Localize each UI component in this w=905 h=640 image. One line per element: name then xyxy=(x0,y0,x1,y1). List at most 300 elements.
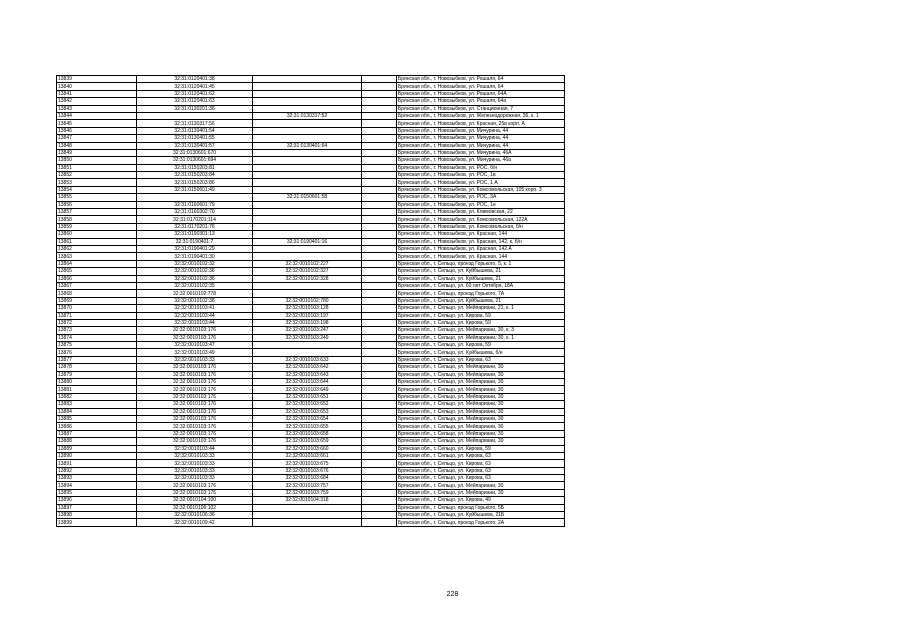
empty-cell xyxy=(362,253,397,260)
address: Брянская обл., г. Сельцо, ул. Мейпариани, 30 xyxy=(397,489,565,496)
table-row xyxy=(57,179,565,186)
empty-cell xyxy=(362,393,397,400)
empty-cell xyxy=(362,356,397,363)
row-number: 13865 xyxy=(57,268,137,275)
previous-cadastral-number: 32:32:0010103:651 xyxy=(253,393,362,400)
address: Брянская обл., г. Сельцо, ул. Мейпариани, 30 xyxy=(397,364,565,371)
cadastral-number: 32:32:0010103:176 xyxy=(137,423,253,430)
previous-cadastral-number xyxy=(253,90,362,97)
empty-cell xyxy=(362,497,397,504)
row-number: 13855 xyxy=(57,194,137,201)
table-row xyxy=(57,512,565,519)
previous-cadastral-number: 32:32:0010103:676 xyxy=(253,467,362,474)
previous-cadastral-number: 32:31:0130317:52 xyxy=(253,112,362,119)
empty-cell xyxy=(362,319,397,326)
table-row xyxy=(57,90,565,97)
table-row xyxy=(57,135,565,142)
cadastral-number: 32:31:0120401:38 xyxy=(137,76,253,83)
address: Брянская обл., г. Сельцо, ул. Мейпариани, 30 xyxy=(397,386,565,393)
row-number: 13857 xyxy=(57,209,137,216)
row-number: 13848 xyxy=(57,142,137,149)
row-number: 13875 xyxy=(57,342,137,349)
row-number: 13887 xyxy=(57,430,137,437)
empty-cell xyxy=(362,105,397,112)
previous-cadastral-number xyxy=(253,223,362,230)
address: Брянская обл., г. Новозыбков, ул. Мичурина, 44 xyxy=(397,127,565,134)
cadastral-number: 32:31:0130401:54 xyxy=(137,127,253,134)
table-row xyxy=(57,312,565,319)
cadastral-number: 32:32:0010109:42 xyxy=(137,519,253,526)
address: Брянская обл., г. Сельцо, ул. Мейпариани, 30 xyxy=(397,415,565,422)
row-number: 13876 xyxy=(57,349,137,356)
previous-cadastral-number: 32:32:0010103:655 xyxy=(253,423,362,430)
previous-cadastral-number: 32:32:0010103:198 xyxy=(253,319,362,326)
table-row xyxy=(57,268,565,275)
row-number: 13861 xyxy=(57,238,137,245)
row-number: 13882 xyxy=(57,393,137,400)
previous-cadastral-number xyxy=(253,216,362,223)
table-row xyxy=(57,364,565,371)
row-number: 13867 xyxy=(57,282,137,289)
cadastral-number: 32:32:0010103:44 xyxy=(137,319,253,326)
cadastral-number: 32:31:0150203:81 xyxy=(137,164,253,171)
cadastral-number: 32:32:0010103:176 xyxy=(137,401,253,408)
address: Брянская обл., г. Сельцо, ул. Мейпариани, 30 xyxy=(397,401,565,408)
cadastral-number: 32:31:0130401:55 xyxy=(137,135,253,142)
table-row xyxy=(57,356,565,363)
address: Брянская обл., г. Новозыбков, ул. Рошаля, 64А xyxy=(397,90,565,97)
row-number: 13869 xyxy=(57,297,137,304)
previous-cadastral-number: 32:32:0010103:654 xyxy=(253,415,362,422)
address: Брянская обл., г. Новозыбков, ул. Мичурина, 44 xyxy=(397,142,565,149)
address: Брянская обл., г. Сельцо, ул. Мейпариани, 30 xyxy=(397,371,565,378)
previous-cadastral-number: 32:32:0010103:684 xyxy=(253,475,362,482)
empty-cell xyxy=(362,386,397,393)
address: Брянская обл., г. Новозыбков, ул. Комсомольская, 122А xyxy=(397,216,565,223)
previous-cadastral-number xyxy=(253,349,362,356)
row-number: 13864 xyxy=(57,260,137,267)
address: Брянская обл., г. Сельцо, ул. 60 лет Октября, 18А xyxy=(397,282,565,289)
address: Брянская обл., г. Новозыбков, ул. Комсомольская, 105 корп. 3 xyxy=(397,186,565,193)
previous-cadastral-number: 32:32:0010103:653 xyxy=(253,408,362,415)
cadastral-number: 32:32:0010103:49 xyxy=(137,349,253,356)
previous-cadastral-number: 32:32:0010102:780 xyxy=(253,297,362,304)
row-number: 13874 xyxy=(57,334,137,341)
cadastral-number: 32:31:0120401:45 xyxy=(137,83,253,90)
previous-cadastral-number: 32:32:0010103:633 xyxy=(253,356,362,363)
row-number: 13868 xyxy=(57,290,137,297)
address: Брянская обл., г. Сельцо, ул. Мейпариани, 30 xyxy=(397,408,565,415)
table-row xyxy=(57,186,565,193)
cadastral-number: 32:31:0190401:29 xyxy=(137,245,253,252)
address: Брянская обл., г. Новозыбков, ул. Рошаля, 64а xyxy=(397,98,565,105)
row-number: 13846 xyxy=(57,127,137,134)
cadastral-number: 32:32:0010103:33 xyxy=(137,452,253,459)
empty-cell xyxy=(362,290,397,297)
row-number: 13873 xyxy=(57,327,137,334)
empty-cell xyxy=(362,475,397,482)
address: Брянская обл., г. Сельцо, ул. Мейпариани, 30, к. 1 xyxy=(397,334,565,341)
empty-cell xyxy=(362,415,397,422)
address: Брянская обл., г. Сельцо, ул. Кирова, 63 xyxy=(397,467,565,474)
previous-cadastral-number: 32:31:0150601:58 xyxy=(253,194,362,201)
empty-cell xyxy=(362,519,397,526)
address: Брянская обл., г. Сельцо, ул. Мейпариани, 30 xyxy=(397,430,565,437)
empty-cell xyxy=(362,260,397,267)
page-number: 228 xyxy=(446,591,459,598)
cadastral-number: 32:31:0190401:7 xyxy=(137,238,253,245)
previous-cadastral-number: 32:32:0010103:660 xyxy=(253,445,362,452)
table-row xyxy=(57,76,565,83)
address: Брянская обл., г. Новозыбков, ул. Рошаля, 64 xyxy=(397,76,565,83)
table-row xyxy=(57,460,565,467)
row-number: 13885 xyxy=(57,415,137,422)
row-number: 13851 xyxy=(57,164,137,171)
cadastral-number: 32:32:0010103:176 xyxy=(137,430,253,437)
empty-cell xyxy=(362,238,397,245)
empty-cell xyxy=(362,305,397,312)
cadastral-number: 32:32:0010103:176 xyxy=(137,408,253,415)
address: Брянская обл., г. Сельцо, ул. Мейпариани, 30 xyxy=(397,482,565,489)
previous-cadastral-number xyxy=(253,512,362,519)
row-number: 13889 xyxy=(57,445,137,452)
previous-cadastral-number xyxy=(253,98,362,105)
cadastral-number: 32:31:0150601:49 xyxy=(137,186,253,193)
row-number: 13883 xyxy=(57,401,137,408)
row-number: 13858 xyxy=(57,216,137,223)
previous-cadastral-number xyxy=(253,231,362,238)
previous-cadastral-number: 32:31:0130401:64 xyxy=(253,142,362,149)
empty-cell xyxy=(362,127,397,134)
cadastral-number: 32:31:0160302:70 xyxy=(137,209,253,216)
address: Брянская обл., г. Сельцо, ул. Мейпариани, 30 xyxy=(397,438,565,445)
empty-cell xyxy=(362,445,397,452)
address: Брянская обл., г. Новозыбков, ул. РОС, 1 А xyxy=(397,179,565,186)
previous-cadastral-number: 32:32:0010102:328 xyxy=(253,275,362,282)
address: Брянская обл., г. Сельцо, ул. Кирова, 63 xyxy=(397,356,565,363)
table-row xyxy=(57,482,565,489)
row-number: 13878 xyxy=(57,364,137,371)
address: Брянская обл., г. Сельцо, ул. Мейпариани, 30 xyxy=(397,393,565,400)
table-row xyxy=(57,105,565,112)
row-number: 13839 xyxy=(57,76,137,83)
table-row xyxy=(57,238,565,245)
cadastral-number: 32:31:0120401:63 xyxy=(137,98,253,105)
previous-cadastral-number xyxy=(253,105,362,112)
row-number: 13893 xyxy=(57,475,137,482)
empty-cell xyxy=(362,275,397,282)
table-row xyxy=(57,209,565,216)
row-number: 13884 xyxy=(57,408,137,415)
row-number: 13856 xyxy=(57,201,137,208)
previous-cadastral-number xyxy=(253,83,362,90)
previous-cadastral-number xyxy=(253,186,362,193)
previous-cadastral-number: 32:32:0010103:644 xyxy=(253,379,362,386)
cadastral-number: 32:32:0010103:41 xyxy=(137,305,253,312)
cadastral-number: 32:32:0010103:176 xyxy=(137,386,253,393)
empty-cell xyxy=(362,135,397,142)
table-row xyxy=(57,475,565,482)
row-number: 13852 xyxy=(57,172,137,179)
row-number: 13843 xyxy=(57,105,137,112)
address: Брянская обл., г. Сельцо, ул. Кирова, 59 xyxy=(397,342,565,349)
address: Брянская обл., г. Новозыбков, ул. Красная, 25в корп. А xyxy=(397,120,565,127)
cadastral-number: 32:32:0010104:100 xyxy=(137,497,253,504)
previous-cadastral-number: 32:32:0010103:642 xyxy=(253,364,362,371)
table-row xyxy=(57,216,565,223)
row-number: 13842 xyxy=(57,98,137,105)
cadastral-number: 32:32:0010102:36 xyxy=(137,268,253,275)
empty-cell xyxy=(362,172,397,179)
address: Брянская обл., г. Новозыбков, ул. РОС, б/н xyxy=(397,164,565,171)
table-row xyxy=(57,319,565,326)
cadastral-number: 32:31:0170201:76 xyxy=(137,223,253,230)
row-number: 13888 xyxy=(57,438,137,445)
table-row xyxy=(57,157,565,164)
table-row xyxy=(57,519,565,526)
table-row xyxy=(57,401,565,408)
previous-cadastral-number xyxy=(253,245,362,252)
previous-cadastral-number xyxy=(253,342,362,349)
address: Брянская обл., г. Новозыбков, ул. Комсомольская, б/н xyxy=(397,223,565,230)
cadastral-number: 32:32:0010103:176 xyxy=(137,438,253,445)
previous-cadastral-number xyxy=(253,290,362,297)
empty-cell xyxy=(362,327,397,334)
cadastral-number: 32:32:0010102:32 xyxy=(137,260,253,267)
empty-cell xyxy=(362,83,397,90)
previous-cadastral-number: 32:32:0010103:661 xyxy=(253,452,362,459)
empty-cell xyxy=(362,223,397,230)
address: Брянская обл., г. Сельцо, проезд Горького, 5Б xyxy=(397,504,565,511)
empty-cell xyxy=(362,401,397,408)
previous-cadastral-number: 32:32:0010103:649 xyxy=(253,386,362,393)
row-number: 13896 xyxy=(57,497,137,504)
table-row xyxy=(57,127,565,134)
cadastral-number: 32:32:0010103:176 xyxy=(137,489,253,496)
previous-cadastral-number: 32:32:0010102:227 xyxy=(253,260,362,267)
empty-cell xyxy=(362,282,397,289)
table-row xyxy=(57,423,565,430)
cadastral-number: 32:32:0010103:176 xyxy=(137,393,253,400)
empty-cell xyxy=(362,120,397,127)
empty-cell xyxy=(362,408,397,415)
empty-cell xyxy=(362,349,397,356)
registry-table-body xyxy=(57,76,565,527)
cadastral-number: 32:32:0010103:44 xyxy=(137,445,253,452)
previous-cadastral-number xyxy=(253,282,362,289)
row-number: 13840 xyxy=(57,83,137,90)
previous-cadastral-number xyxy=(253,157,362,164)
address: Брянская обл., г. Новозыбков, ул. Красная, 144 xyxy=(397,231,565,238)
row-number: 13853 xyxy=(57,179,137,186)
previous-cadastral-number xyxy=(253,253,362,260)
cadastral-number: 32:32:0010103:176 xyxy=(137,415,253,422)
row-number: 13845 xyxy=(57,120,137,127)
empty-cell xyxy=(362,467,397,474)
table-row xyxy=(57,120,565,127)
address: Брянская обл., г. Сельцо, ул. Кирова, 59 xyxy=(397,312,565,319)
table-row xyxy=(57,342,565,349)
empty-cell xyxy=(362,149,397,156)
table-row xyxy=(57,172,565,179)
cadastral-number: 32:32:0010102:36 xyxy=(137,275,253,282)
address: Брянская обл., г. Сельцо, ул. Мейпариани, 30 xyxy=(397,423,565,430)
table-row xyxy=(57,371,565,378)
table-row xyxy=(57,231,565,238)
cadastral-number: 32:32:0010103:176 xyxy=(137,364,253,371)
cadastral-number: 32:32:0010103:33 xyxy=(137,467,253,474)
row-number: 13895 xyxy=(57,489,137,496)
address: Брянская обл., г. Новозыбков, ул. Красная, 144 xyxy=(397,253,565,260)
previous-cadastral-number xyxy=(253,209,362,216)
empty-cell xyxy=(362,201,397,208)
table-row xyxy=(57,164,565,171)
address: Брянская обл., г. Сельцо, ул. Кирова, 59 xyxy=(397,445,565,452)
empty-cell xyxy=(362,194,397,201)
table-row xyxy=(57,379,565,386)
cadastral-number: 32:31:0130601:670 xyxy=(137,149,253,156)
cadastral-number: 32:32:0010103:176 xyxy=(137,371,253,378)
table-row xyxy=(57,504,565,511)
row-number: 13850 xyxy=(57,157,137,164)
empty-cell xyxy=(362,504,397,511)
address: Брянская обл., г. Сельцо, проезд Горького, 7А xyxy=(397,290,565,297)
cadastral-number: 32:31:0170201:114 xyxy=(137,216,253,223)
address: Брянская обл., г. Сельцо, ул. Мейпариани, 21, к. 1 xyxy=(397,305,565,312)
empty-cell xyxy=(362,438,397,445)
table-row xyxy=(57,98,565,105)
empty-cell xyxy=(362,371,397,378)
previous-cadastral-number: 32:32:0010103:759 xyxy=(253,489,362,496)
previous-cadastral-number: 32:32:0010103:652 xyxy=(253,401,362,408)
cadastral-number: 32:32:0010106:36 xyxy=(137,512,253,519)
table-row xyxy=(57,489,565,496)
cadastral-number: 32:32:0010103:44 xyxy=(137,312,253,319)
table-row xyxy=(57,438,565,445)
table-row xyxy=(57,275,565,282)
address: Брянская обл., г. Сельцо, ул. Куйбышева, б/н xyxy=(397,349,565,356)
table-row xyxy=(57,142,565,149)
cadastral-number: 32:32:0010102:38 xyxy=(137,297,253,304)
address: Брянская обл., г. Новозыбков, ул. Мичурина, 46А xyxy=(397,149,565,156)
empty-cell xyxy=(362,482,397,489)
empty-cell xyxy=(362,364,397,371)
row-number: 13898 xyxy=(57,512,137,519)
cadastral-number: 32:31:0160601:79 xyxy=(137,201,253,208)
empty-cell xyxy=(362,142,397,149)
table-row xyxy=(57,408,565,415)
table-row xyxy=(57,260,565,267)
table-row xyxy=(57,253,565,260)
table-row xyxy=(57,223,565,230)
row-number: 13854 xyxy=(57,186,137,193)
previous-cadastral-number xyxy=(253,504,362,511)
table-row xyxy=(57,393,565,400)
empty-cell xyxy=(362,179,397,186)
cadastral-number: 32:32:0010103:176 xyxy=(137,482,253,489)
table-row xyxy=(57,452,565,459)
row-number: 13849 xyxy=(57,149,137,156)
empty-cell xyxy=(362,216,397,223)
address: Брянская обл., г. Сельцо, ул. Кирова, 49 xyxy=(397,497,565,504)
cadastral-number: 32:32:0010106:102 xyxy=(137,504,253,511)
address: Брянская обл., г. Сельцо, ул. Куйбышева, 21 xyxy=(397,297,565,304)
table-row xyxy=(57,282,565,289)
cadastral-number: 32:31:0130601:694 xyxy=(137,157,253,164)
table-row xyxy=(57,112,565,119)
empty-cell xyxy=(362,334,397,341)
row-number: 13877 xyxy=(57,356,137,363)
empty-cell xyxy=(362,460,397,467)
row-number: 13879 xyxy=(57,371,137,378)
empty-cell xyxy=(362,76,397,83)
empty-cell xyxy=(362,430,397,437)
address: Брянская обл., г. Новозыбков, ул. Климовская, 22 xyxy=(397,209,565,216)
empty-cell xyxy=(362,98,397,105)
address: Брянская обл., г. Новозыбков, ул. Красная, 142, к. б/н xyxy=(397,238,565,245)
cadastral-number: 32:32:0010102:35 xyxy=(137,282,253,289)
table-row xyxy=(57,83,565,90)
previous-cadastral-number xyxy=(253,76,362,83)
cadastral-number: 32:31:0130201:36 xyxy=(137,105,253,112)
row-number: 13860 xyxy=(57,231,137,238)
empty-cell xyxy=(362,489,397,496)
cadastral-number: 32:32:0010103:47 xyxy=(137,342,253,349)
address: Брянская обл., г. Сельцо, ул. Кирова, 63 xyxy=(397,460,565,467)
cadastral-number: 32:32:0010103:176 xyxy=(137,379,253,386)
previous-cadastral-number xyxy=(253,172,362,179)
cadastral-number: 32:32:0010103:33 xyxy=(137,460,253,467)
previous-cadastral-number xyxy=(253,179,362,186)
cadastral-number: 32:31:0130401:57 xyxy=(137,142,253,149)
table-row xyxy=(57,467,565,474)
address: Брянская обл., г. Новозыбков, ул. РОС, 1е xyxy=(397,201,565,208)
cadastral-number: 32:32:0010103:33 xyxy=(137,356,253,363)
cadastral-number: 32:31:0150203:84 xyxy=(137,172,253,179)
table-row xyxy=(57,297,565,304)
table-row xyxy=(57,497,565,504)
cadastral-number xyxy=(137,112,253,119)
previous-cadastral-number: 32:32:0010103:197 xyxy=(253,312,362,319)
row-number: 13841 xyxy=(57,90,137,97)
address: Брянская обл., г. Сельцо, ул. Кирова, 63 xyxy=(397,452,565,459)
address: Брянская обл., г. Сельцо, проезд Горького, 5, к. 1 xyxy=(397,260,565,267)
previous-cadastral-number xyxy=(253,201,362,208)
address: Брянская обл., г. Сельцо, ул. Мейпариани, 30, к. 3 xyxy=(397,327,565,334)
cadastral-number: 32:32:0010102:778 xyxy=(137,290,253,297)
table-row xyxy=(57,334,565,341)
address: Брянская обл., г. Сельцо, ул. Куйбышева, 21 xyxy=(397,275,565,282)
row-number: 13886 xyxy=(57,423,137,430)
empty-cell xyxy=(362,379,397,386)
empty-cell xyxy=(362,112,397,119)
previous-cadastral-number: 32:32:0010104:318 xyxy=(253,497,362,504)
empty-cell xyxy=(362,164,397,171)
row-number: 13892 xyxy=(57,467,137,474)
row-number: 13844 xyxy=(57,112,137,119)
previous-cadastral-number xyxy=(253,164,362,171)
row-number: 13881 xyxy=(57,386,137,393)
row-number: 13899 xyxy=(57,519,137,526)
table-row xyxy=(57,290,565,297)
table-row xyxy=(57,245,565,252)
cadastral-number: 32:32:0010103:33 xyxy=(137,475,253,482)
row-number: 13890 xyxy=(57,452,137,459)
previous-cadastral-number: 32:32:0010102:327 xyxy=(253,268,362,275)
previous-cadastral-number: 32:32:0010103:675 xyxy=(253,460,362,467)
cadastral-number xyxy=(137,194,253,201)
previous-cadastral-number xyxy=(253,519,362,526)
